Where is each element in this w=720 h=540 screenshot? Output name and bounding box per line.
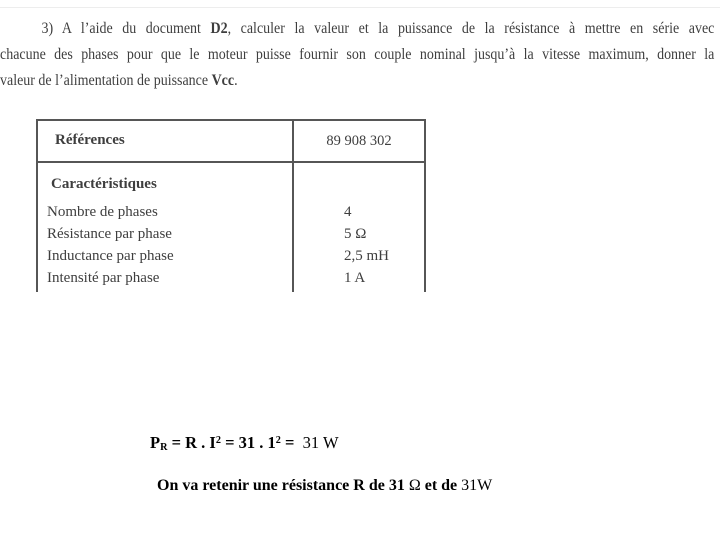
table-row-label: Inductance par phase	[47, 248, 174, 264]
formula-subscript: R	[160, 441, 168, 453]
formula-result: 31 W	[302, 433, 339, 452]
formula-segment: = R . I	[167, 433, 216, 452]
conclusion-text: On va retenir une résistance R de 31	[157, 477, 409, 494]
exercise-line-3-period: .	[234, 72, 238, 89]
table-row-value: 5 Ω	[344, 226, 367, 242]
document-d2-reference: D2	[210, 20, 228, 37]
exercise-line-3	[0, 68, 714, 94]
power-formula	[150, 433, 339, 453]
exercise-line-1	[0, 16, 714, 42]
table-row-value: 1 A	[344, 270, 366, 286]
table-header-label: Références	[55, 132, 125, 148]
table-header-rule	[36, 161, 426, 163]
document-d2-table	[36, 119, 426, 292]
exercise-line-1-text: 3) A l’aide du document	[41, 20, 211, 37]
exercise-question	[0, 16, 714, 94]
table-row	[38, 204, 424, 226]
table-row-label: Résistance par phase	[47, 226, 172, 242]
table-header-value: 89 908 302	[326, 133, 392, 149]
table-row	[38, 270, 424, 292]
table-row	[38, 248, 424, 270]
exercise-line-2: chacune des phases pour que le moteur puisse fournir son couple nominal jusqu’à la vitesse maximum, donner la	[0, 46, 715, 63]
table-row-value: 4	[344, 204, 352, 220]
formula-segment: =	[280, 433, 303, 452]
table-row	[38, 226, 424, 248]
exercise-line-3-text: valeur de l’alimentation de puissance	[0, 72, 212, 89]
formula-symbol: P	[150, 433, 161, 452]
table-section-title: Caractéristiques	[51, 176, 157, 192]
formula-exponent: 2	[275, 434, 281, 446]
table-row-value: 2,5 mH	[344, 248, 389, 264]
vcc-reference: Vcc	[211, 72, 235, 89]
formula-exponent: 2	[215, 434, 221, 446]
omega-symbol: Ω	[408, 477, 421, 494]
scan-artifact-line	[0, 7, 720, 8]
conclusion-power-value: 31W	[461, 477, 493, 494]
formula-segment: = 31 . 1	[220, 433, 276, 452]
exercise-line-1-rest: , calculer la valeur et la puissance de la résistance à mettre en série avec	[227, 20, 715, 37]
table-row-label: Nombre de phases	[47, 204, 158, 220]
conclusion-line	[157, 477, 492, 495]
table-row-label: Intensité par phase	[47, 270, 160, 286]
conclusion-text: et de	[420, 477, 462, 494]
